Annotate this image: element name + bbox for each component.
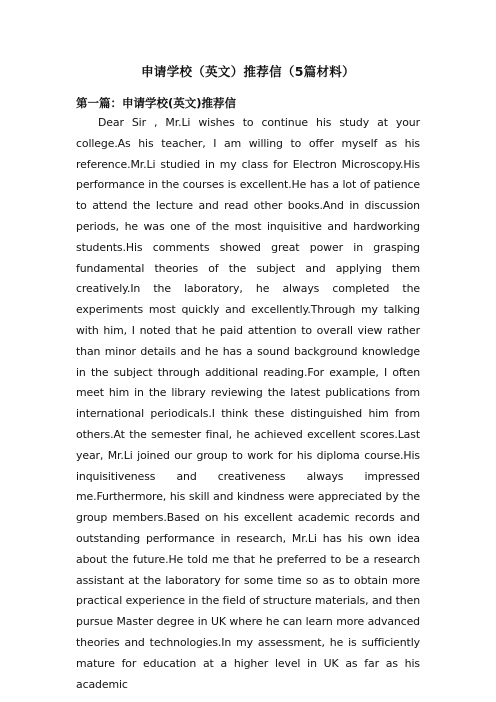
document-title: 申请学校（英文）推荐信（5篇材料）	[141, 64, 355, 79]
letter-body-paragraph: Dear Sir , Mr.Li wishes to continue his study at your college.As his teacher, I am willing to offer myself as his reference.Mr.Li studied in my class for Electron Microscopy.His performance in the courses is excellent.He has a lot of patience to attend the lecture and read other books.And in discussion periods, he was one of the most inquisitive and hardworking students.His comments showed great power in grasping fundamental theories of the subject and applying them creatively.In the laboratory, he always completed the experiments most quickly and excellently.Through my talking with him, I noted that he paid attention to overall view rather than minor details and he has a sound background knowledge in the subject through additional reading.For example, I often meet him in the library reviewing the latest publications from international periodicals.I think these distinguished him from others.At the semester final, he achieved excellent scores.Last year, Mr.Li joined our group to work for his diploma course.His inquisitiveness and creativeness always impressed me.Furthermore, his skill and kindness were appreciated by the group members.Based on his excellent academic records and outstanding performance in research, Mr.Li has his own idea about the future.He told me that he preferred to be a research assistant at the laboratory for some time so as to obtain more practical experience in the field of structure materials, and then pursue Master degree in UK where he can learn more advanced theories and technologies.In my assessment, he is sufficiently mature for education at a higher level in UK as far as his academic	[76, 116, 420, 691]
section-heading: 第一篇：申请学校(英文)推荐信	[76, 96, 237, 110]
